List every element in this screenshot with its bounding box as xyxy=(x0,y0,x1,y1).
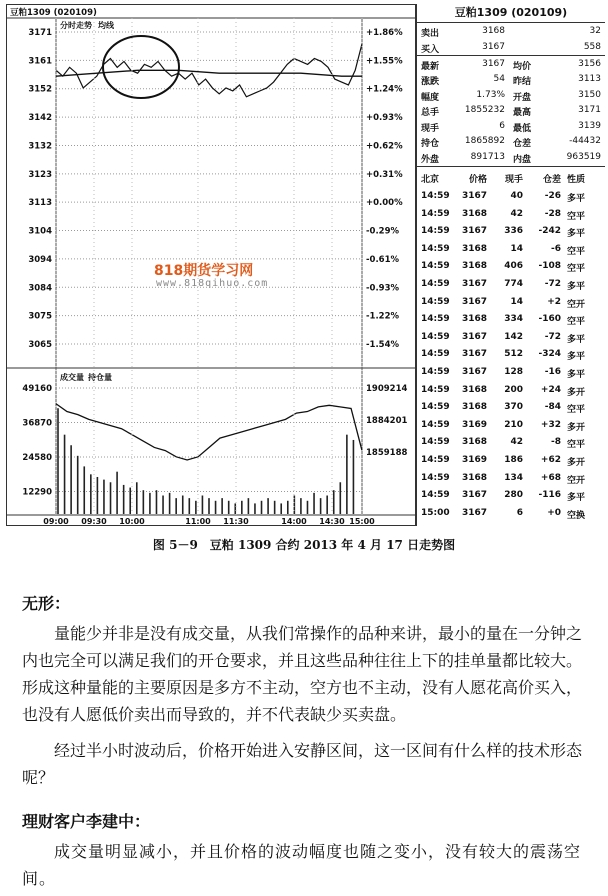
quote-value: 1855232 xyxy=(464,105,505,115)
tick-row xyxy=(417,276,605,293)
tick-price: 3167 xyxy=(461,296,487,307)
tick-price: 3167 xyxy=(461,331,487,342)
quote-label: 仓差 xyxy=(513,139,532,149)
tick-nature: 空开 xyxy=(567,475,586,486)
tick-qty: 142 xyxy=(504,331,523,342)
quote-separator xyxy=(417,55,605,56)
tick-row xyxy=(417,399,605,416)
tick-time: 14:59 xyxy=(421,279,450,289)
tick-row xyxy=(417,346,605,363)
tick-row xyxy=(417,382,605,399)
tick-time: 14:59 xyxy=(421,402,450,413)
quote-value: 3139 xyxy=(578,120,601,131)
pct-tick-label: -0.61% xyxy=(366,254,400,265)
quote-label: 最高 xyxy=(513,108,532,118)
price-tick-label: 3113 xyxy=(28,198,52,209)
price-tick-label: 3161 xyxy=(28,56,52,67)
price-tick-label: 3084 xyxy=(28,283,52,294)
tick-nature: 多平 xyxy=(567,334,586,345)
tick-price: 价格 xyxy=(468,175,487,185)
pct-tick-label: +0.31% xyxy=(366,169,403,180)
tick-qty: 14 xyxy=(510,243,523,254)
tick-qty: 6 xyxy=(516,507,523,518)
quote-label: 均价 xyxy=(513,61,532,72)
price-tick-label: 3065 xyxy=(28,340,52,350)
quote-value: 1.73% xyxy=(476,89,505,100)
tick-qty: 134 xyxy=(504,472,523,483)
pct-tick-label: -0.93% xyxy=(366,283,400,294)
tick-time: 北京 xyxy=(421,175,440,185)
tick-row xyxy=(417,188,605,205)
quote-value: 1865892 xyxy=(464,136,505,146)
tick-price: 3169 xyxy=(461,419,487,430)
paragraph-3: 成交量明显减小，并且价格的波动幅度也随之变小，没有较大的震荡空间。 xyxy=(22,842,582,888)
tick-nature: 多平 xyxy=(567,282,586,292)
tick-oi: -16 xyxy=(544,367,561,377)
time-tick-label: 15:00 xyxy=(349,517,375,526)
tick-qty: 774 xyxy=(504,279,523,289)
tick-row xyxy=(417,487,605,504)
tick-oi: +68 xyxy=(540,472,561,483)
tick-oi: +32 xyxy=(540,419,561,430)
tick-time: 14:59 xyxy=(421,384,450,395)
tick-oi: -242 xyxy=(538,226,561,237)
tick-qty: 现手 xyxy=(504,175,523,185)
tick-price: 3168 xyxy=(461,261,487,272)
legend-avg: 均线 xyxy=(98,21,114,30)
tick-qty: 334 xyxy=(504,314,523,325)
quote-value: 3171 xyxy=(578,105,601,115)
tick-time: 14:59 xyxy=(421,367,450,377)
tick-price: 3168 xyxy=(461,402,487,413)
legend-volume: 成交量 xyxy=(60,373,84,382)
quote-value: 558 xyxy=(583,41,601,52)
tick-row xyxy=(417,329,605,346)
intraday-chart xyxy=(6,4,604,526)
oi-tick-label: 1909214 xyxy=(366,384,408,394)
section-heading-1: 无形： xyxy=(22,594,71,613)
tick-oi: -324 xyxy=(538,349,561,360)
tick-oi: -116 xyxy=(538,490,561,501)
tick-price: 3167 xyxy=(461,349,487,360)
tick-oi: +24 xyxy=(540,384,561,395)
tick-qty: 512 xyxy=(504,349,523,360)
tick-row xyxy=(417,452,605,469)
quote-value: 3168 xyxy=(482,26,505,36)
quote-label: 买入 xyxy=(421,44,440,55)
quote-value: 3113 xyxy=(578,74,601,84)
tick-price: 3168 xyxy=(461,314,487,325)
legend-oi: 持仓量 xyxy=(88,373,112,382)
tick-time: 14:59 xyxy=(421,243,450,254)
tick-nature: 空平 xyxy=(567,440,586,451)
oi-tick-label: 1884201 xyxy=(366,416,408,426)
volume-tick-label: 12290 xyxy=(22,487,52,498)
pct-tick-label: +0.93% xyxy=(366,113,403,124)
tick-time: 14:59 xyxy=(421,226,450,237)
quote-label: 持仓 xyxy=(421,139,440,149)
quote-row xyxy=(417,150,605,165)
time-tick-label: 14:00 xyxy=(281,517,307,526)
open-interest-line xyxy=(56,404,362,460)
tick-qty: 42 xyxy=(510,208,523,219)
tick-qty: 40 xyxy=(510,191,523,201)
quote-row xyxy=(417,57,605,72)
tick-nature: 空平 xyxy=(567,246,586,257)
quote-value: 54 xyxy=(493,74,505,84)
tick-time: 14:59 xyxy=(421,349,450,360)
tick-price: 3167 xyxy=(461,507,487,518)
quote-label: 开盘 xyxy=(513,92,532,103)
quote-label: 总手 xyxy=(421,108,440,118)
tick-nature: 多平 xyxy=(567,194,586,204)
tick-price: 3168 xyxy=(461,243,487,254)
quote-label: 最新 xyxy=(421,61,440,72)
tick-oi: -84 xyxy=(544,402,561,413)
figure-caption: 图 5－9 豆粕 1309 合约 2013 年 4 月 17 日走势图 xyxy=(152,538,456,552)
tick-qty: 336 xyxy=(504,226,523,237)
tick-nature: 空平 xyxy=(567,405,586,416)
tick-qty: 280 xyxy=(504,490,523,501)
pct-tick-label: +1.86% xyxy=(366,28,403,38)
price-tick-label: 3104 xyxy=(28,226,52,237)
price-tick-label: 3123 xyxy=(28,169,52,180)
tick-qty: 200 xyxy=(504,384,523,395)
tick-time: 14:59 xyxy=(421,331,450,342)
tick-oi: -108 xyxy=(538,261,561,272)
tick-oi: 仓差 xyxy=(542,175,561,185)
quote-panel xyxy=(416,4,604,526)
tick-time: 14:59 xyxy=(421,419,450,430)
volume-tick-label: 36870 xyxy=(22,418,52,429)
quote-row xyxy=(417,72,605,87)
tick-row xyxy=(417,258,605,275)
paragraph-2: 经过半小时波动后，价格开始进入安静区间，这一区间有什么样的技术形态呢？ xyxy=(22,741,583,787)
tick-row xyxy=(417,364,605,381)
quote-row xyxy=(417,134,605,149)
tick-oi: -72 xyxy=(544,279,561,289)
quote-value: 3150 xyxy=(578,89,601,100)
quote-row xyxy=(417,103,605,118)
quote-panel-title: 豆粕1309 (020109) xyxy=(417,4,605,23)
quote-label: 幅度 xyxy=(421,92,440,103)
quote-value: 3167 xyxy=(482,58,505,69)
tick-nature: 多开 xyxy=(567,458,586,468)
time-tick-label: 09:00 xyxy=(43,517,69,526)
tick-row xyxy=(417,470,605,487)
tick-oi: +0 xyxy=(547,507,561,518)
time-tick-label: 11:00 xyxy=(185,517,211,526)
tick-time: 14:59 xyxy=(421,208,450,219)
tick-qty: 128 xyxy=(504,367,523,377)
tick-price: 3167 xyxy=(461,191,487,201)
tick-nature: 空平 xyxy=(567,264,586,275)
tick-qty: 186 xyxy=(504,455,523,465)
quote-value: 963519 xyxy=(566,151,601,162)
pct-tick-label: +0.62% xyxy=(366,141,403,152)
tick-row xyxy=(417,417,605,434)
tick-oi: -160 xyxy=(538,314,561,325)
watermark-url: www.818qihuo.com xyxy=(156,278,269,289)
price-tick-label: 3094 xyxy=(28,254,52,265)
tick-row xyxy=(417,294,605,311)
tick-time: 14:59 xyxy=(421,261,450,272)
tick-row xyxy=(417,223,605,240)
tick-price: 3168 xyxy=(461,437,487,448)
tick-nature: 多开 xyxy=(567,387,586,398)
quote-value: 891713 xyxy=(470,151,505,162)
quote-label: 外盘 xyxy=(421,154,440,165)
tick-time: 15:00 xyxy=(421,507,450,518)
tick-header xyxy=(417,169,605,186)
tick-time: 14:59 xyxy=(421,296,450,307)
tick-nature: 多平 xyxy=(567,352,586,363)
tick-oi: +2 xyxy=(547,296,561,307)
paragraph-1: 量能少并非是没有成交量，从我们常操作的品种来讲，最小的量在一分钟之内也完全可以满足我们的开仓要求，并且这些品种往往上下的挂单量都比较大。形成这种量能的主要原因是多方不主动，空方也不主动，没有人愿花高价买入，也没有人愿低价卖出而导致的，并不代表缺少买卖盘。 xyxy=(22,624,583,724)
tick-nature: 空开 xyxy=(567,299,586,310)
tick-qty: 406 xyxy=(504,261,523,272)
volume-tick-label: 49160 xyxy=(22,384,52,394)
tick-time: 14:59 xyxy=(421,490,450,501)
quote-value: 3156 xyxy=(578,58,601,69)
time-tick-label: 09:30 xyxy=(81,517,107,526)
quote-row xyxy=(417,24,605,39)
volume-tick-label: 24580 xyxy=(22,453,52,463)
quote-label: 最低 xyxy=(513,123,532,134)
quote-row xyxy=(417,88,605,103)
pct-tick-label: +1.55% xyxy=(366,56,403,67)
quote-separator xyxy=(417,166,605,167)
tick-oi: -8 xyxy=(551,437,561,448)
quote-label: 昨结 xyxy=(513,77,532,87)
tick-nature: 空平 xyxy=(567,211,586,222)
watermark-logo: 818期货学习网 xyxy=(154,263,254,279)
tick-row xyxy=(417,311,605,328)
tick-price: 3167 xyxy=(461,367,487,377)
time-tick-label: 14:30 xyxy=(319,517,345,526)
tick-oi: -26 xyxy=(544,191,561,201)
tick-qty: 42 xyxy=(510,437,523,448)
tick-time: 14:59 xyxy=(421,314,450,325)
tick-price: 3167 xyxy=(461,490,487,501)
tick-oi: -72 xyxy=(544,331,561,342)
section-heading-2: 理财客户李建中： xyxy=(22,812,151,831)
pct-tick-label: -0.29% xyxy=(366,226,400,237)
tick-time: 14:59 xyxy=(421,437,450,448)
price-tick-label: 3075 xyxy=(28,311,52,322)
time-tick-label: 10:00 xyxy=(119,517,145,526)
tick-price: 3168 xyxy=(461,384,487,395)
quote-value: 3167 xyxy=(482,41,505,52)
tick-price: 3168 xyxy=(461,208,487,219)
quote-label: 内盘 xyxy=(513,154,532,165)
tick-qty: 370 xyxy=(504,402,523,413)
tick-time: 14:59 xyxy=(421,191,450,201)
price-tick-label: 3132 xyxy=(28,141,52,152)
tick-oi: -6 xyxy=(551,243,561,254)
price-tick-label: 3152 xyxy=(28,84,52,95)
tick-nature: 空换 xyxy=(567,510,586,521)
quote-label: 现手 xyxy=(421,123,440,134)
tick-price: 3167 xyxy=(461,226,487,237)
legend-price: 分时走势 xyxy=(60,21,92,30)
quote-row xyxy=(417,119,605,134)
tick-row xyxy=(417,505,605,522)
tick-oi: -28 xyxy=(544,208,561,219)
average-line xyxy=(56,70,362,76)
pct-tick-label: +1.24% xyxy=(366,84,403,95)
tick-oi: +62 xyxy=(540,455,561,465)
tick-price: 3168 xyxy=(461,472,487,483)
tick-nature: 多平 xyxy=(567,229,586,240)
quote-label: 涨跌 xyxy=(421,77,440,87)
tick-nature: 空平 xyxy=(567,317,586,328)
tick-price: 3167 xyxy=(461,279,487,289)
tick-row xyxy=(417,206,605,223)
price-tick-label: 3142 xyxy=(28,113,52,124)
chart-header: 豆粕1309 (020109) xyxy=(10,8,97,18)
time-tick-label: 11:30 xyxy=(223,517,249,526)
tick-nature: 多开 xyxy=(567,422,586,433)
quote-value: 6 xyxy=(499,120,505,131)
tick-nature: 性质 xyxy=(567,175,586,185)
tick-row xyxy=(417,241,605,258)
quote-value: -44432 xyxy=(569,136,601,146)
price-tick-label: 3171 xyxy=(28,28,52,38)
oi-tick-label: 1859188 xyxy=(366,448,408,458)
pct-tick-label: +0.00% xyxy=(366,198,403,209)
pct-tick-label: -1.54% xyxy=(366,340,400,350)
tick-price: 3169 xyxy=(461,455,487,465)
tick-time: 14:59 xyxy=(421,455,450,465)
pct-tick-label: -1.22% xyxy=(366,311,400,322)
tick-qty: 14 xyxy=(510,296,523,307)
quote-value: 32 xyxy=(589,26,601,36)
tick-time: 14:59 xyxy=(421,472,450,483)
quote-label: 卖出 xyxy=(421,29,440,39)
tick-nature: 多平 xyxy=(567,370,586,380)
tick-row xyxy=(417,434,605,451)
quote-row xyxy=(417,40,605,55)
tick-nature: 多平 xyxy=(567,493,586,504)
tick-qty: 210 xyxy=(504,419,523,430)
